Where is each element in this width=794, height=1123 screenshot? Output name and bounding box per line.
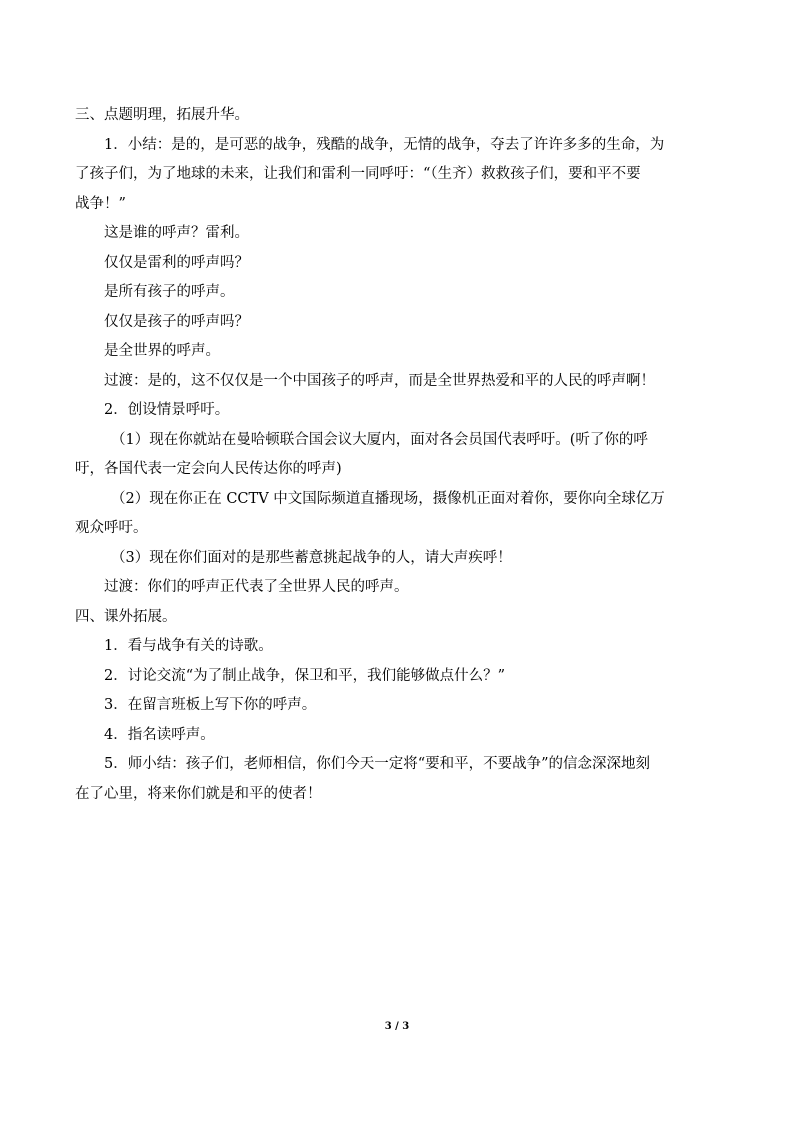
paragraph-line: 过渡：你们的呼声正代表了全世界人民的呼声。 bbox=[104, 579, 409, 595]
paragraph-line: 1．小结：是的，是可恶的战争，残酷的战争，无情的战争，夺去了许许多多的生命，为 bbox=[104, 136, 665, 153]
page-number: 3 / 3 bbox=[384, 1021, 410, 1032]
paragraph-line: （3）现在你们面对的是那些蓄意挑起战争的人，请大声疾呼！ bbox=[111, 549, 512, 566]
paragraph-line: 是全世界的呼声。 bbox=[104, 343, 220, 359]
paragraph-line: （2）现在你正在 CCTV 中文国际频道直播现场，摄像机正面对着你，要你向全球亿万 bbox=[111, 490, 665, 507]
section-heading: 四、课外拓展。 bbox=[75, 608, 177, 625]
paragraph-line: 战争！” bbox=[75, 195, 126, 212]
paragraph-line: 吁，各国代表一定会向人民传达你的呼声) bbox=[75, 461, 342, 477]
paragraph-line: （1）现在你就站在曼哈顿联合国会议大厦内，面对各会员国代表呼吁。(听了你的呼 bbox=[111, 431, 648, 448]
document-body bbox=[75, 101, 725, 809]
paragraph-line: 在了心里，将来你们就是和平的使者！ bbox=[75, 785, 322, 802]
paragraph-line: 1．看与战争有关的诗歌。 bbox=[104, 638, 273, 654]
section-heading: 三、点题明理，拓展升华。 bbox=[75, 107, 249, 123]
paragraph-line: 2．讨论交流“为了制止战争，保卫和平，我们能够做点什么？” bbox=[104, 667, 506, 684]
paragraph-line: 2．创设情景呼吁。 bbox=[104, 402, 230, 418]
paragraph-line: 观众呼吁。 bbox=[75, 520, 148, 536]
paragraph-line: 仅仅是雷利的呼声吗？ bbox=[104, 254, 249, 271]
paragraph-line: 过渡：是的，这不仅仅是一个中国孩子的呼声，而是全世界热爱和平的人民的呼声啊！ bbox=[104, 372, 655, 389]
paragraph-line: 这是谁的呼声？雷利。 bbox=[104, 225, 249, 241]
paragraph-line: 5．师小结：孩子们，老师相信，你们今天一定将“要和平，不要战争”的信念深深地刻 bbox=[104, 756, 651, 772]
paragraph-line: 仅仅是孩子的呼声吗？ bbox=[104, 313, 249, 330]
paragraph-line: 了孩子们，为了地球的未来，让我们和雷利一同呼吁：“（生齐）救救孩子们，要和平不要 bbox=[75, 166, 641, 182]
paragraph-line: 4．指名读呼声。 bbox=[104, 726, 215, 743]
paragraph-line: 3．在留言班板上写下你的呼声。 bbox=[104, 697, 317, 713]
paragraph-line: 是所有孩子的呼声。 bbox=[104, 284, 235, 300]
